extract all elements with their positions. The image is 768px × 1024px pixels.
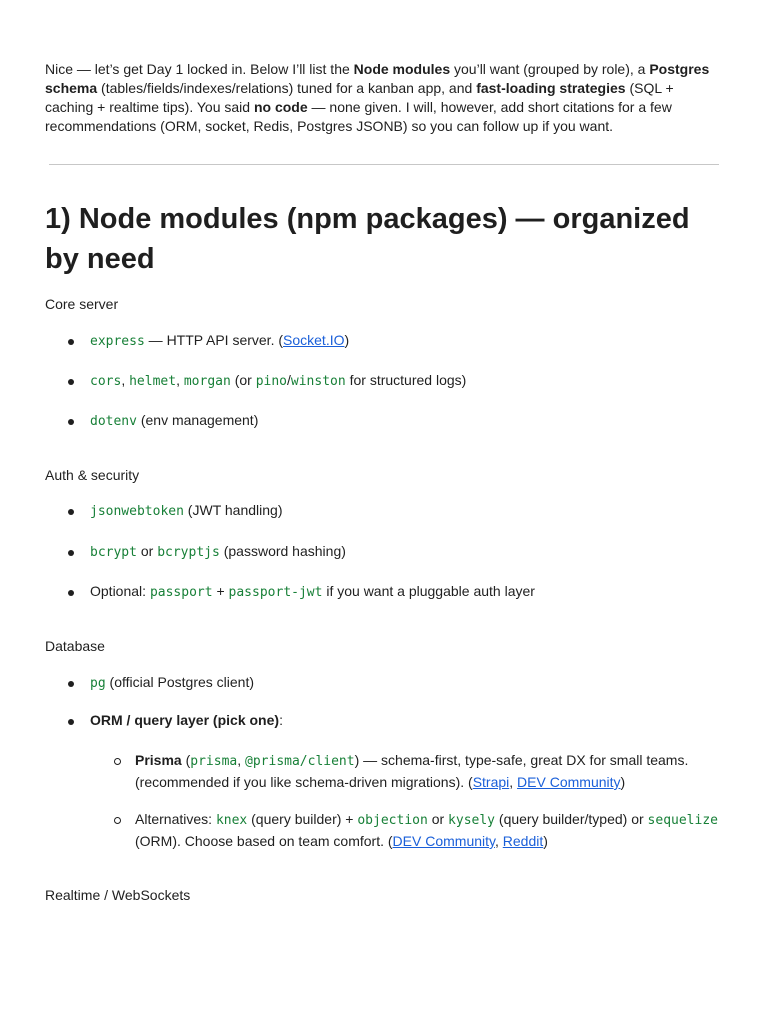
item-text: Alternatives:	[135, 811, 216, 827]
intro-text: (tables/fields/indexes/relations) tuned for a kanban app, and	[97, 80, 477, 96]
item-text: ,	[176, 372, 184, 388]
group-label-core-server: Core server	[45, 296, 119, 312]
package-name: helmet	[129, 374, 177, 389]
package-name: objection	[357, 813, 428, 828]
item-text: (	[181, 752, 191, 768]
item-text: Optional:	[90, 583, 150, 599]
group-label-database: Database	[45, 638, 105, 654]
intro-paragraph	[45, 60, 725, 136]
item-text: (password hashing)	[219, 543, 346, 559]
item-text: for structured logs)	[345, 372, 467, 388]
item-text: (query builder/typed) or	[495, 811, 648, 827]
item-text: — HTTP API server. (	[144, 332, 284, 348]
hollow-bullet	[114, 817, 121, 824]
hollow-bullet	[114, 758, 121, 765]
intro-bold-postgres-schema: Postgres schema	[45, 61, 710, 96]
bullet-dot	[68, 590, 74, 596]
package-name: sequelize	[647, 813, 718, 828]
package-name: @prisma/client	[245, 754, 355, 769]
bullet-dot	[68, 419, 74, 425]
item-text: )	[620, 774, 626, 790]
item-text: ,	[494, 833, 503, 849]
item-bold-text: Prisma	[135, 752, 182, 768]
package-name: bcryptjs	[157, 545, 220, 560]
item-text: ,	[509, 774, 518, 790]
package-name: knex	[215, 813, 248, 828]
package-name: bcrypt	[90, 545, 137, 560]
package-name: winston	[290, 374, 346, 389]
package-name: cors	[90, 374, 122, 389]
citation-link-socketio[interactable]: Socket.IO	[283, 332, 345, 348]
intro-text: you’ll want (grouped by role), a	[450, 61, 650, 77]
bullet-dot	[68, 339, 74, 345]
package-name: dotenv	[90, 414, 137, 429]
item-text: )	[543, 833, 548, 849]
package-name: jsonwebtoken	[90, 504, 184, 519]
item-text: ,	[237, 752, 246, 768]
item-text: ,	[121, 372, 130, 388]
citation-link-reddit[interactable]: Reddit	[502, 833, 544, 849]
package-name: morgan	[183, 374, 231, 389]
intro-text: — none given. I will, however, add short citations for a few recommendations (ORM, socket, Redis, Postgres JSONB) so you can follow up if you want.	[45, 99, 672, 134]
item-text: (query builder) +	[247, 811, 358, 827]
package-name: passport	[149, 585, 213, 600]
citation-link-dev-community[interactable]: DEV Community	[517, 774, 621, 790]
package-name: prisma	[190, 754, 238, 769]
section-heading: 1) Node modules (npm packages) — organized by need	[45, 203, 690, 275]
intro-bold-node-modules: Node modules	[353, 61, 451, 77]
bullet-dot	[68, 379, 74, 385]
intro-text: Nice — let’s get Day 1 locked in. Below I’ll list the	[45, 61, 354, 77]
group-label-realtime: Realtime / WebSockets	[45, 887, 191, 903]
item-text: if you want a pluggable auth layer	[322, 583, 535, 599]
citation-link-dev-community[interactable]: DEV Community	[392, 833, 495, 849]
bullet-dot	[68, 719, 74, 725]
item-text: (env management)	[136, 412, 259, 428]
package-name: express	[90, 334, 145, 349]
group-label-auth-security: Auth & security	[45, 467, 140, 483]
item-text: (JWT handling)	[183, 502, 283, 518]
item-text: :	[279, 712, 283, 728]
citation-link-strapi[interactable]: Strapi	[472, 774, 510, 790]
item-text: or	[427, 811, 449, 827]
item-text: (ORM). Choose based on team comfort. (	[135, 833, 393, 849]
item-text: (official Postgres client)	[105, 674, 255, 690]
item-text: )	[344, 332, 350, 348]
item-text: +	[212, 583, 229, 599]
bullet-dot	[68, 550, 74, 556]
intro-bold-no-code: no code	[253, 99, 308, 115]
item-text: ) — schema-first, type-safe, great DX for small teams. (recommended if you like schema-driven migrations). (	[135, 752, 689, 790]
item-text: /	[287, 372, 291, 388]
intro-text: (SQL + caching + realtime tips). You said	[45, 80, 674, 115]
item-text: or	[136, 543, 158, 559]
package-name: pg	[90, 676, 106, 691]
item-text: (or	[230, 372, 256, 388]
package-name: passport-jwt	[228, 585, 323, 600]
item-bold-text: ORM / query layer (pick one)	[90, 712, 280, 728]
bullet-dot	[68, 509, 74, 515]
intro-bold-fast-loading: fast-loading strategies	[476, 80, 626, 96]
package-name: kysely	[448, 813, 496, 828]
bullet-dot	[68, 681, 74, 687]
horizontal-divider	[49, 164, 719, 165]
package-name: pino	[255, 374, 288, 389]
